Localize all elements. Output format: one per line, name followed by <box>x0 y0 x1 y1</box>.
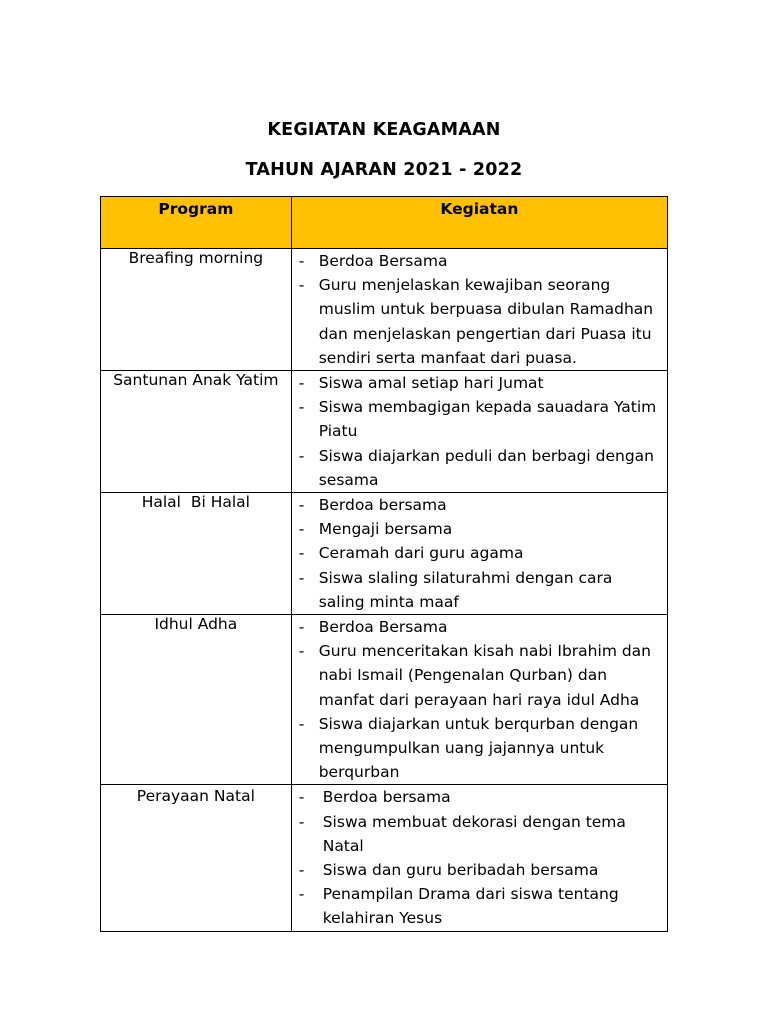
list-item: - Mengaji bersama <box>298 520 453 539</box>
activity-text: Ceramah dari guru agama <box>318 544 524 563</box>
list-item: - Berdoa bersama <box>298 788 451 807</box>
list-item: - Berdoa Bersama <box>298 252 448 270</box>
activity-text: Penampilan Drama dari siswa tentang kelahiran Yesus <box>322 885 619 928</box>
activity-text: Guru menceritakan kisah nabi Ibrahim dan nabi Ismail (Pengenalan Qurban) dan manfat dari perayaan hari raya idul Adha <box>318 642 651 709</box>
table-row <box>101 785 668 931</box>
table-header-row <box>101 197 668 249</box>
activity-list <box>292 371 667 492</box>
activity-list <box>292 785 667 930</box>
header-kegiatan: Kegiatan <box>291 197 667 249</box>
list-item: - Siswa diajarkan peduli dan berbagi dengan sesama <box>298 446 654 489</box>
list-item: - Guru menceritakan kisah nabi Ibrahim dan nabi Ismail (Pengenalan Qurban) dan manfat dari perayaan hari raya idul Adha <box>298 642 651 709</box>
list-item: - Berdoa bersama <box>298 496 447 515</box>
activity-text: Siswa dan guru beribadah bersama <box>322 861 599 880</box>
list-item: - Berdoa Bersama <box>298 618 448 637</box>
table-row <box>101 249 668 371</box>
activity-text: Siswa diajarkan peduli dan berbagi dengan sesama <box>318 446 654 489</box>
list-item: - Ceramah dari guru agama <box>298 544 524 563</box>
activity-text: Berdoa bersama <box>318 496 447 515</box>
activity-list <box>292 615 667 784</box>
activity-text: Berdoa Bersama <box>318 252 448 270</box>
program-cell: Idhul Adha <box>101 615 292 785</box>
list-item: - Penampilan Drama dari siswa tentang kelahiran Yesus <box>298 885 619 928</box>
activity-text: Siswa diajarkan untuk berqurban dengan mengumpulkan uang jajannya untuk berqurban <box>318 714 639 782</box>
activities-cell <box>291 615 667 785</box>
list-item: - Siswa slaling silaturahmi dengan cara saling minta maaf <box>298 568 613 611</box>
table-row <box>101 615 668 785</box>
activity-text: Siswa slaling silaturahmi dengan cara saling minta maaf <box>318 568 613 611</box>
activities-cell <box>291 785 667 931</box>
activity-list <box>292 249 667 370</box>
program-cell: Halal Bi Halal <box>101 493 292 615</box>
activities-cell <box>291 371 667 493</box>
program-cell: Santunan Anak Yatim <box>101 371 292 493</box>
activity-text: Berdoa Bersama <box>318 618 448 637</box>
activity-text: Berdoa bersama <box>322 788 451 807</box>
activity-list <box>292 493 667 614</box>
list-item: - Guru menjelaskan kewajiban seorang muslim untuk berpuasa dibulan Ramadhan dan menjelaskan pengertian dari Puasa itu sendiri serta manfaat dari puasa. <box>298 276 654 367</box>
list-item: - Siswa membagigan kepada sauadara Yatim Piatu <box>298 398 657 441</box>
document-title: KEGIATAN KEAGAMAAN <box>267 120 501 140</box>
activity-text: Guru menjelaskan kewajiban seorang muslim untuk berpuasa dibulan Ramadhan dan menjelaskan pengertian dari Puasa itu sendiri serta manfaat dari puasa. <box>318 276 654 367</box>
program-cell: Perayaan Natal <box>101 785 292 931</box>
activity-text: Siswa membuat dekorasi dengan tema Natal <box>322 812 626 855</box>
table-row <box>101 371 668 493</box>
list-item: - Siswa diajarkan untuk berqurban dengan mengumpulkan uang jajannya untuk berqurban <box>298 714 639 782</box>
document-subtitle: TAHUN AJARAN 2021 - 2022 <box>245 160 523 180</box>
list-item: - Siswa membuat dekorasi dengan tema Natal <box>298 812 626 855</box>
activities-cell <box>291 493 667 615</box>
program-cell: Breafing morning <box>101 249 292 371</box>
list-item: - Siswa dan guru beribadah bersama <box>298 861 599 880</box>
activity-text: Siswa membagigan kepada sauadara Yatim Piatu <box>318 398 657 441</box>
activities-table <box>100 196 668 932</box>
header-program: Program <box>101 197 292 249</box>
activity-text: Mengaji bersama <box>318 520 453 539</box>
table-row <box>101 493 668 615</box>
list-item: - Siswa amal setiap hari Jumat <box>298 374 544 393</box>
activity-text: Siswa amal setiap hari Jumat <box>318 374 544 393</box>
activities-cell <box>291 249 667 371</box>
